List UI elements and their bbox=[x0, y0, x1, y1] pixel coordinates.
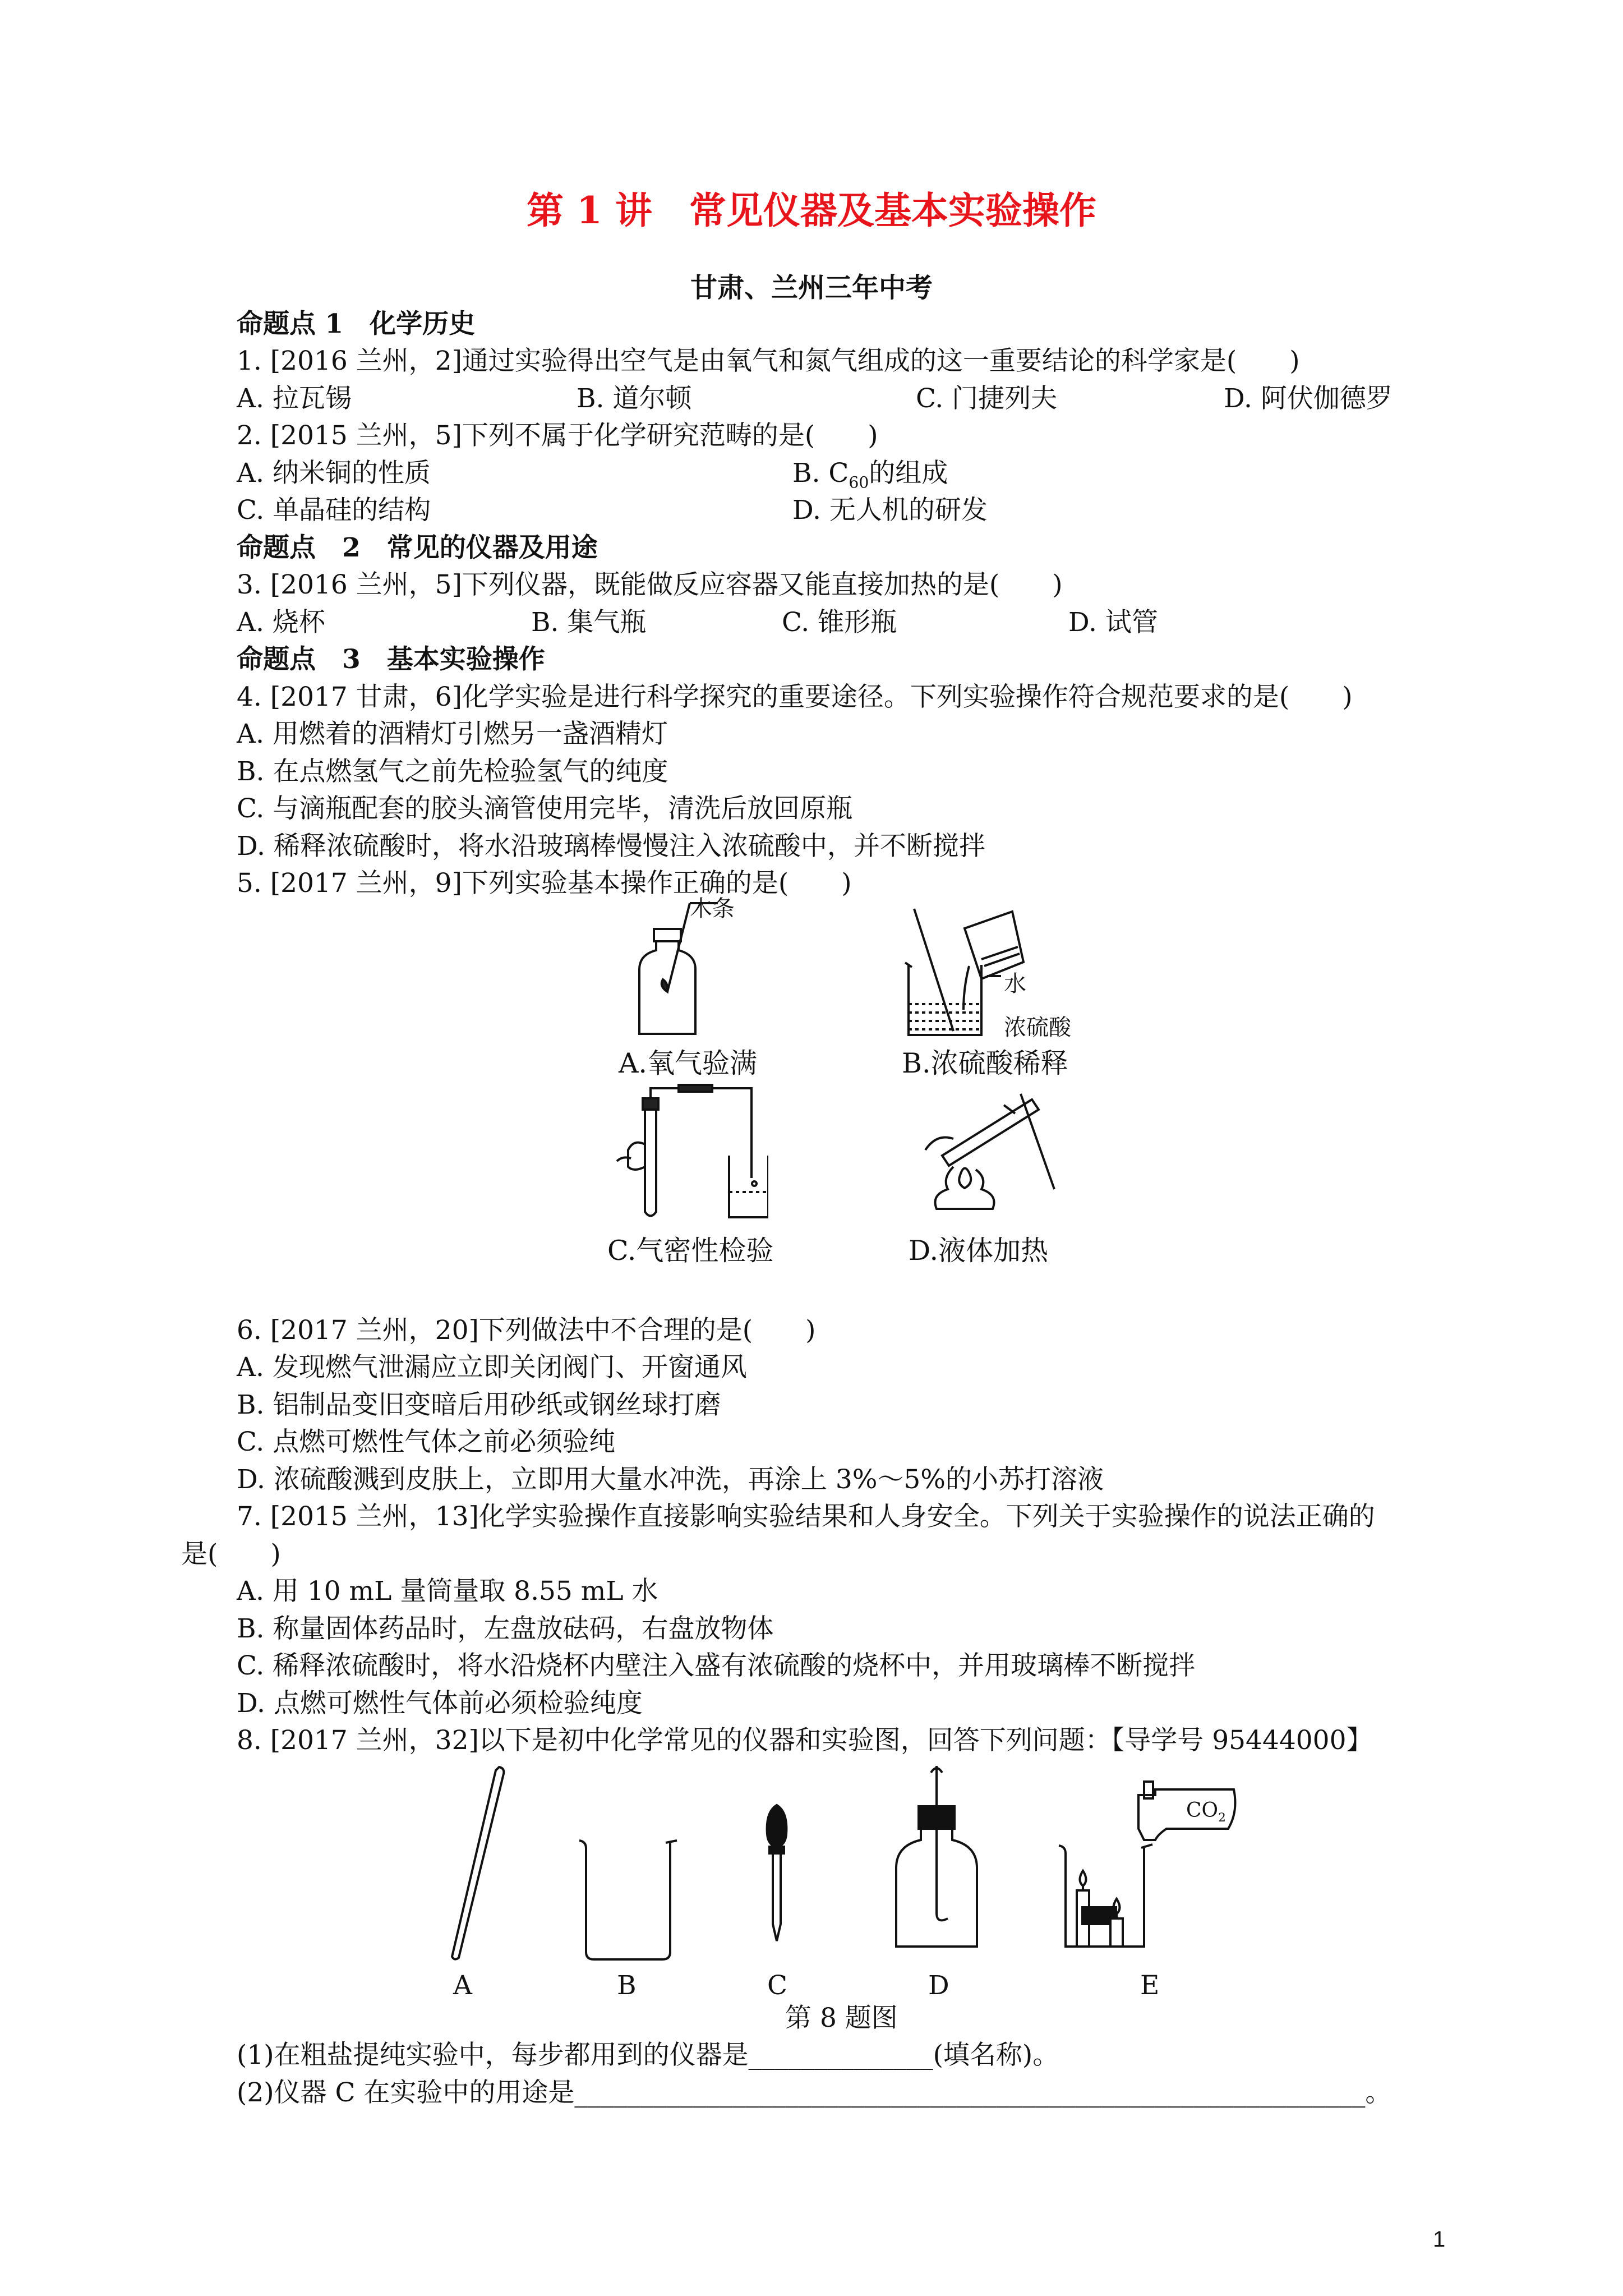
q2-option-b: B. $C_{60}$的组成 bbox=[792, 458, 948, 492]
fig-label-c: C bbox=[767, 1970, 787, 2001]
q7-option-c: C. 稀释浓硫酸时，将水沿烧杯内壁注入盛有浓硫酸的烧杯中，并用玻璃棒不断搅拌 bbox=[237, 1650, 1196, 1681]
question-7-stem: 7. [2015 兰州，13]化学实验操作直接影响实验结果和人身安全。下列关于实验操作的说法正确的 bbox=[237, 1501, 1375, 1532]
q1-option-c: C. 门捷列夫 bbox=[916, 383, 1058, 414]
section-heading-3: 命题点 3 基本实验操作 bbox=[237, 644, 545, 675]
label-water: 水 bbox=[1004, 971, 1026, 997]
figure-dropping-bottle bbox=[886, 1761, 987, 1958]
figure-glass-rod bbox=[443, 1761, 516, 1963]
fig-label-b: B bbox=[617, 1970, 637, 2001]
page-title: 第 1 讲 常见仪器及基本实验操作 bbox=[527, 188, 1096, 232]
q3-option-b: B. 集气瓶 bbox=[531, 607, 647, 638]
figure-airtightness-check bbox=[611, 1083, 768, 1223]
q7-option-b: B. 称量固体药品时，左盘放砝码，右盘放物体 bbox=[237, 1613, 774, 1644]
figure-8-caption: 第 8 题图 bbox=[785, 2003, 898, 2033]
q2-option-d: D. 无人机的研发 bbox=[792, 495, 988, 526]
section-heading-1: 命题点 1 化学历史 bbox=[237, 309, 476, 339]
label-conc-sulfuric-acid: 浓硫酸 bbox=[1004, 1015, 1071, 1041]
q6-option-c: C. 点燃可燃性气体之前必须验纯 bbox=[237, 1427, 616, 1457]
label-co2: $CO_2$ bbox=[1186, 1799, 1226, 1825]
q3-option-d: D. 试管 bbox=[1068, 607, 1158, 638]
label-wood-stick: 木条 bbox=[690, 896, 735, 922]
caption-a: A.氧气验满 bbox=[619, 1047, 757, 1079]
q7-option-a: A. 用 10 mL 量筒量取 8.55 mL 水 bbox=[237, 1576, 658, 1607]
section-heading-2: 命题点 2 常见的仪器及用途 bbox=[237, 532, 598, 563]
question-7-stem-cont: 是( ) bbox=[181, 1539, 281, 1570]
question-3-stem: 3. [2016 兰州，5]下列仪器，既能做反应容器又能直接加热的是( ) bbox=[237, 569, 1063, 600]
q4-option-c: C. 与滴瓶配套的胶头滴管使用完毕，清洗后放回原瓶 bbox=[237, 793, 853, 824]
page-subtitle: 甘肃、兰州三年中考 bbox=[690, 272, 933, 303]
q8-part-1: (1)在粗盐提纯实验中，每步都用到的仪器是______________(填名称)。 bbox=[237, 2040, 1059, 2070]
q4-option-b: B. 在点燃氢气之前先检验氢气的纯度 bbox=[237, 756, 668, 787]
q1-option-b: B. 道尔顿 bbox=[577, 383, 692, 414]
question-4-stem: 4. [2017 甘肃，6]化学实验是进行科学探究的重要途径。下列实验操作符合规范要求的是( ) bbox=[237, 682, 1353, 712]
q3-option-c: C. 锥形瓶 bbox=[782, 607, 897, 638]
page-number: 1 bbox=[1433, 2227, 1446, 2252]
q2-option-c: C. 单晶硅的结构 bbox=[237, 495, 431, 526]
q6-option-a: A. 发现燃气泄漏应立即关闭阀门、开窗通风 bbox=[237, 1352, 747, 1383]
q8-part-2: (2)仪器 C 在实验中的用途是____________________________________________________________。 bbox=[237, 2077, 1392, 2108]
q4-option-d: D. 稀释浓硫酸时，将水沿玻璃棒慢慢注入浓硫酸中，并不断搅拌 bbox=[237, 831, 985, 862]
fig-label-e: E bbox=[1140, 1970, 1160, 2001]
caption-b: B.浓硫酸稀释 bbox=[902, 1047, 1068, 1079]
question-2-stem: 2. [2015 兰州，5]下列不属于化学研究范畴的是( ) bbox=[237, 420, 878, 451]
question-6-stem: 6. [2017 兰州，20]下列做法中不合理的是( ) bbox=[237, 1315, 816, 1346]
figure-dropper bbox=[757, 1801, 796, 1947]
caption-c: C.气密性检验 bbox=[607, 1235, 774, 1267]
question-8-stem: 8. [2017 兰州，32]以下是初中化学常见的仪器和实验图，回答下列问题：【导学号 95444000】 bbox=[237, 1725, 1373, 1756]
fig-label-d: D bbox=[928, 1970, 949, 2001]
q6-option-d: D. 浓硫酸溅到皮肤上，立即用大量水冲洗，再涂上 3%～5%的小苏打溶液 bbox=[237, 1464, 1104, 1495]
q7-option-d: D. 点燃可燃性气体前必须检验纯度 bbox=[237, 1688, 643, 1719]
question-5-stem: 5. [2017 兰州，9]下列实验基本操作正确的是( ) bbox=[237, 868, 852, 899]
q2-option-a: A. 纳米铜的性质 bbox=[237, 458, 431, 489]
q1-option-d: D. 阿伏伽德罗 bbox=[1224, 383, 1393, 414]
q1-option-a: A. 拉瓦锡 bbox=[237, 383, 352, 414]
fig-label-a: A bbox=[453, 1970, 472, 2001]
q3-option-a: A. 烧杯 bbox=[237, 607, 325, 638]
figure-beaker bbox=[575, 1837, 681, 1963]
figure-liquid-heating bbox=[920, 1077, 1066, 1217]
q4-option-a: A. 用燃着的酒精灯引燃另一盏酒精灯 bbox=[237, 719, 668, 749]
q6-option-b: B. 铝制品变旧变暗后用砂纸或钢丝球打磨 bbox=[237, 1389, 721, 1420]
question-1-stem: 1. [2016 兰州，2]通过实验得出空气是由氧气和氮气组成的这一重要结论的科学家是( ) bbox=[237, 346, 1300, 376]
caption-d: D.液体加热 bbox=[909, 1235, 1049, 1267]
